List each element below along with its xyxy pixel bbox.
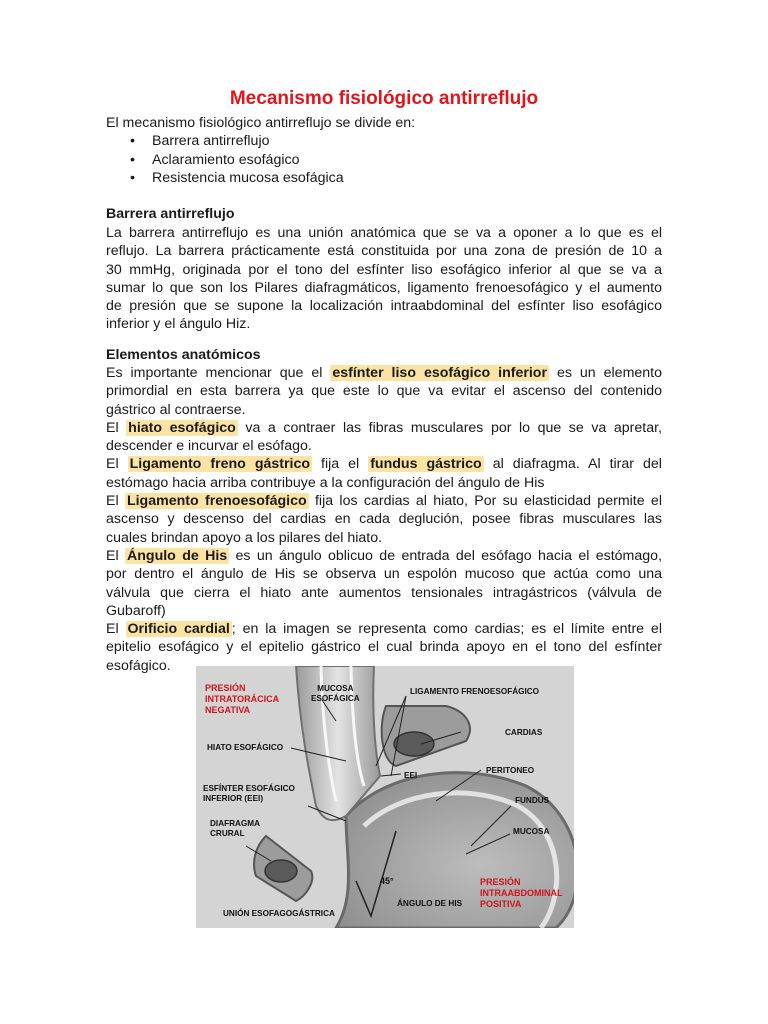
highlight-orificio-cardial: Orificio cardial: [127, 621, 230, 638]
highlight-hiato: hiato esofágico: [128, 419, 236, 436]
figure-label-presion-positiva: PRESIÓN INTRAABDOMINAL POSITIVA: [480, 877, 563, 909]
figure-label-esfinter: ESFÍNTER ESOFÁGICO INFERIOR (EEI): [203, 784, 295, 803]
highlight-esfinter: esfínter liso esofágico inferior: [332, 365, 547, 381]
highlight-ligamento-frenoesofagico: Ligamento frenoesofágico: [126, 493, 307, 510]
section-paragraph-barrera: La barrera antirreflujo es una unión anatómica que se va a oponer a lo que es el reflujo. La barrera prácticamente está constituida por una zona de presión de 10 a 30 mmHg, originada por el tono del esfínter liso esofágico inferior al que se va a sumar lo que son los Pilares diafragmáticos, ligamento frenoesofágico y el aumento de presión que se supone la localización intraabdominal del esfínter liso esofágico inferior y el ángulo Hiz.: [106, 225, 662, 333]
figure-label-mucosa-esofagica: MUCOSA ESOFÁGICA: [311, 684, 360, 703]
anatomy-figure: [196, 666, 574, 928]
list-item: • Aclaramiento esofágico: [130, 151, 300, 168]
figure-label-angulo-his: ÁNGULO DE HIS: [397, 899, 463, 908]
highlight-fundus: fundus gástrico: [370, 456, 482, 473]
bullet-list: [106, 132, 646, 188]
figure-label-diafragma: DIAFRAGMA CRURAL: [210, 819, 261, 838]
figure-label-fundus: FUNDUS: [515, 796, 550, 805]
figure-label-cardias: CARDIAS: [505, 728, 543, 737]
bullet-icon: •: [130, 133, 135, 149]
figure-label-eei: EEI: [404, 771, 418, 780]
figure-label-angle-value: 45°: [380, 876, 394, 886]
figure-label-peritoneo: PERITONEO: [486, 766, 535, 775]
bullet-icon: •: [130, 170, 135, 186]
list-item: • Barrera antirreflujo: [130, 133, 270, 149]
intro-text: El mecanismo fisiológico antirreflujo se divide en:: [106, 115, 416, 131]
figure-label-presion-negativa: PRESIÓN INTRATORÁCICA NEGATIVA: [205, 683, 280, 715]
figure-label-hiato: HIATO ESOFÁGICO: [207, 743, 284, 752]
section-paragraph-elementos: Es importante mencionar que el esfínter liso esofágico inferior es un elemento primordial en esta barrera ya que este lo que va evitar el ascenso del contenido gástrico al contraerse. El hiato esofágico va a contraer las fibras musculares por lo que se va apretar, descender e incurvar el esófago. El Ligamento freno gástrico fija el fundus gástrico al diafragma. Al tirar del estómago hacia arriba contribuye a la configuración del ángulo de His El Ligamento frenoesofágico fija los cardias al hiato, Por su elasticidad permite el ascenso y descenso del cardias en cada deglución, posee fibras musculares las cuales brindan apoyo a los pilares del hiato. El Ángulo de His es un ángulo oblicuo de entrada del esófago hacia el estómago, por dentro el ángulo de His se observa un espolón mucoso que actúa como una válvula que cierra el hiato ante aumentos tensionales intragástricos (válvula de Gubaroff) El Orificio cardial ; en la imagen se representa como cardias; es el límite entre el epitelio esofágico y el epitelio gástrico el cual brinda apoyo en el tono del esfínter esofágico.: [106, 365, 663, 674]
list-item: • Resistencia mucosa esofágica: [130, 170, 344, 186]
highlight-angulo-his: Ángulo de His: [126, 547, 228, 564]
page-title: Mecanismo fisiológico antirreflujo: [229, 88, 539, 109]
figure-label-union: UNIÓN ESOFAGOGÁSTRICA: [223, 909, 335, 918]
figure-label-ligamento: LIGAMENTO FRENOESOFÁGICO: [410, 687, 540, 696]
figure-label-mucosa: MUCOSA: [513, 827, 550, 836]
highlight-ligamento-freno-gastrico: Ligamento freno gástrico: [129, 456, 311, 473]
section-heading-elementos: Elementos anatómicos: [106, 347, 261, 363]
section-heading-barrera: Barrera antirreflujo: [106, 206, 235, 222]
bullet-icon: •: [130, 151, 135, 168]
